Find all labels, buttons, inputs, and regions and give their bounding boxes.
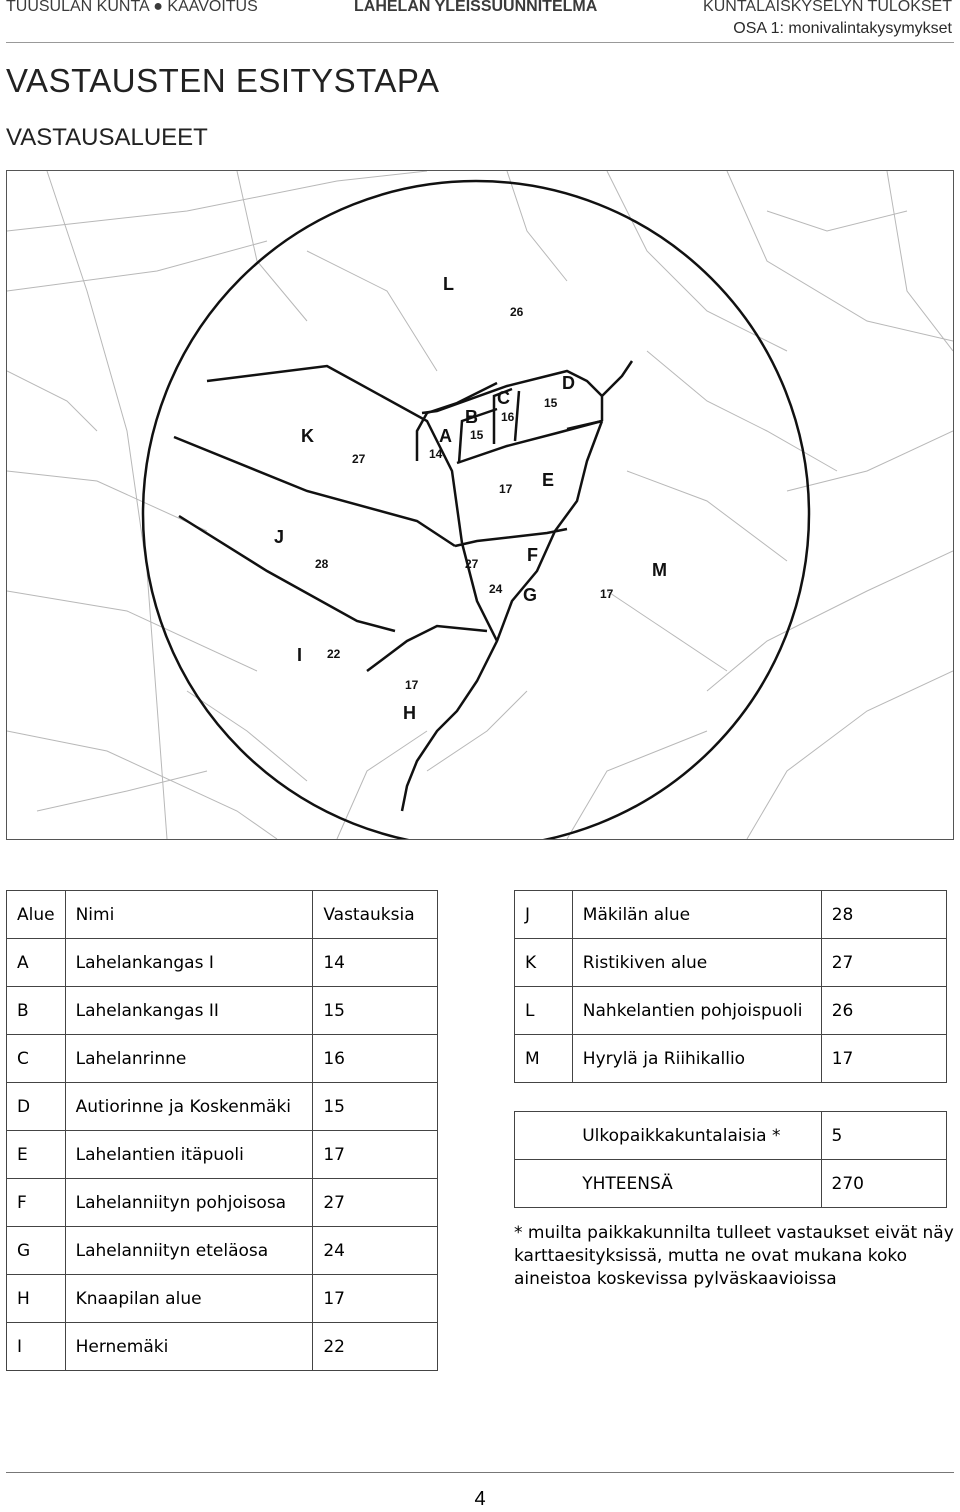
area-id: I	[7, 1323, 66, 1371]
area-id: F	[7, 1179, 66, 1227]
count-I: 22	[327, 647, 341, 661]
area-responses: 24	[313, 1227, 438, 1275]
area-id: G	[7, 1227, 66, 1275]
count-D: 15	[544, 396, 558, 410]
count-B: 15	[470, 428, 484, 442]
count-K: 27	[352, 452, 366, 466]
blank-cell	[515, 1112, 573, 1160]
count-M: 17	[600, 587, 614, 601]
table-row	[515, 1160, 947, 1208]
area-id: C	[7, 1035, 66, 1083]
area-name: Lahelanniityn pohjoisosa	[65, 1179, 313, 1227]
page-header	[0, 0, 960, 42]
area-name: Lahelankangas I	[65, 939, 313, 987]
area-responses: 14	[313, 939, 438, 987]
table-row	[7, 939, 438, 987]
label-C: C	[497, 388, 510, 408]
study-area-circle	[143, 181, 809, 839]
area-id: D	[7, 1083, 66, 1131]
area-id: B	[7, 987, 66, 1035]
region-boundaries	[174, 361, 632, 811]
table-row	[515, 1112, 947, 1160]
label-J: J	[274, 527, 285, 547]
label-K: K	[301, 426, 314, 446]
area-responses: 15	[313, 1083, 438, 1131]
table-row	[7, 1227, 438, 1275]
label-I: I	[297, 645, 303, 665]
area-id: E	[7, 1131, 66, 1179]
map-background-parcels	[7, 171, 953, 839]
area-responses: 22	[313, 1323, 438, 1371]
header-right-sub: OSA 1: monivalintakysymykset	[733, 20, 952, 37]
header-right: KUNTALAISKYSELYN TULOKSET	[703, 0, 952, 15]
area-id: L	[515, 987, 573, 1035]
table-row	[515, 1035, 947, 1083]
count-F: 27	[465, 557, 479, 571]
page-subtitle: VASTAUSALUEET	[6, 124, 208, 151]
page-number: 4	[474, 1488, 486, 1510]
area-name: Hyrylä ja Riihikallio	[572, 1035, 821, 1083]
count-G: 24	[489, 582, 503, 596]
area-responses: 15	[313, 987, 438, 1035]
total-label: Ulkopaikkakuntalaisia *	[572, 1112, 821, 1160]
areas-table-right	[514, 890, 947, 1083]
count-E: 17	[499, 482, 513, 496]
area-name: Mäkilän alue	[572, 891, 821, 939]
header-area: Alue	[7, 891, 66, 939]
label-G: G	[523, 585, 538, 605]
page-title: VASTAUSTEN ESITYSTAPA	[6, 62, 440, 99]
area-responses: 26	[821, 987, 946, 1035]
table-header-row	[7, 891, 438, 939]
table-row	[515, 987, 947, 1035]
map-svg	[7, 171, 953, 839]
table-row	[7, 1083, 438, 1131]
header-name: Nimi	[65, 891, 313, 939]
area-name: Nahkelantien pohjoispuoli	[572, 987, 821, 1035]
table-row	[7, 1035, 438, 1083]
area-responses: 27	[821, 939, 946, 987]
total-label: YHTEENSÄ	[572, 1160, 821, 1208]
count-H: 17	[405, 678, 419, 692]
table-row	[7, 1131, 438, 1179]
table-row	[515, 891, 947, 939]
header-left: TUUSULAN KUNTA ● KAAVOITUS	[6, 0, 258, 15]
label-H: H	[403, 703, 416, 723]
area-id: J	[515, 891, 573, 939]
label-A: A	[439, 426, 452, 446]
header-center: LAHELAN YLEISSUUNNITELMA	[354, 0, 598, 15]
label-M: M	[652, 560, 667, 580]
area-responses: 17	[313, 1131, 438, 1179]
area-id: H	[7, 1275, 66, 1323]
blank-cell	[515, 1160, 573, 1208]
table-row	[7, 987, 438, 1035]
area-responses: 27	[313, 1179, 438, 1227]
count-A: 14	[429, 447, 443, 461]
area-responses: 16	[313, 1035, 438, 1083]
area-responses: 17	[821, 1035, 946, 1083]
area-name: Autiorinne ja Koskenmäki	[65, 1083, 313, 1131]
area-responses: 28	[821, 891, 946, 939]
header-responses: Vastauksia	[313, 891, 438, 939]
label-F: F	[527, 545, 538, 565]
response-area-map	[6, 170, 954, 840]
area-name: Lahelantien itäpuoli	[65, 1131, 313, 1179]
total-value: 270	[821, 1160, 947, 1208]
area-name: Lahelanniityn eteläosa	[65, 1227, 313, 1275]
footnote: * muilta paikkakunnilta tulleet vastaukset eivät näy karttaesityksissä, mutta ne ovat mukana koko aineistoa koskevissa pylväskaavioissa	[514, 1223, 954, 1289]
table-row	[7, 1275, 438, 1323]
area-id: M	[515, 1035, 573, 1083]
label-E: E	[542, 470, 555, 490]
area-name: Ristikiven alue	[572, 939, 821, 987]
area-name: Hernemäki	[65, 1323, 313, 1371]
count-C: 16	[501, 410, 515, 424]
count-J: 28	[315, 557, 329, 571]
table-row	[515, 939, 947, 987]
area-name: Lahelanrinne	[65, 1035, 313, 1083]
area-id: A	[7, 939, 66, 987]
totals-table	[514, 1111, 947, 1208]
label-L: L	[443, 274, 454, 294]
table-row	[7, 1179, 438, 1227]
label-B: B	[465, 407, 478, 427]
footer-rule	[6, 1472, 954, 1473]
area-responses: 17	[313, 1275, 438, 1323]
count-L: 26	[510, 305, 524, 319]
area-name: Knaapilan alue	[65, 1275, 313, 1323]
header-rule	[6, 42, 954, 43]
area-name: Lahelankangas II	[65, 987, 313, 1035]
total-value: 5	[821, 1112, 947, 1160]
area-id: K	[515, 939, 573, 987]
table-row	[7, 1323, 438, 1371]
areas-table-left	[6, 890, 438, 1371]
label-D: D	[562, 373, 575, 393]
